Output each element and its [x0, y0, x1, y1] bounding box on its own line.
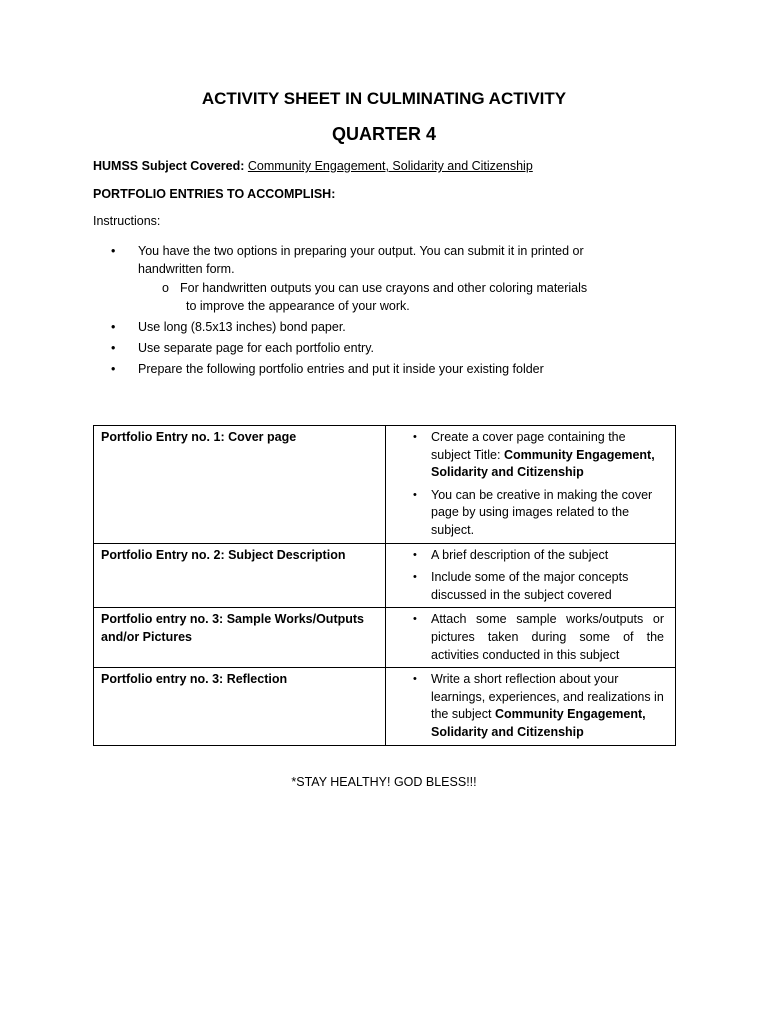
table-row	[94, 608, 676, 668]
instruction-item	[93, 242, 653, 315]
entry-bullet-bold-text: Community Engagement, Solidarity and Citizenship	[431, 447, 655, 480]
entry-title: Portfolio entry no. 3: Reflection	[94, 668, 386, 745]
bullet-icon: •	[413, 673, 417, 686]
subitem-text: to improve the appearance of your work.	[186, 299, 410, 313]
entry-title: Portfolio Entry no. 1: Cover page	[94, 426, 386, 544]
instruction-text: You have the two options in preparing your output. You can submit it in printed or	[138, 244, 584, 258]
portfolio-heading: PORTFOLIO ENTRIES TO ACCOMPLISH:	[93, 187, 336, 201]
table-row	[94, 543, 676, 608]
instruction-item	[93, 318, 653, 336]
subject-covered-line	[93, 159, 533, 173]
entry-bullet	[386, 611, 668, 664]
instruction-text: Use long (8.5x13 inches) bond paper.	[138, 320, 346, 334]
entry-bullet-text: Include some of the major concepts discussed in the subject covered	[431, 570, 629, 602]
bullet-icon: •	[111, 362, 116, 376]
entry-details	[386, 426, 676, 544]
subject-label: HUMSS Subject Covered:	[93, 159, 245, 173]
entry-bullet	[386, 487, 668, 540]
instruction-text: Prepare the following portfolio entries and put it inside your existing folder	[138, 362, 544, 376]
closing-message: *STAY HEALTHY! GOD BLESS!!!	[291, 775, 477, 789]
entry-bullet-text: Write a short reflection about your learnings, experiences, and realizations in the subject	[431, 672, 664, 722]
table-row	[94, 426, 676, 544]
entry-bullet	[386, 547, 668, 565]
sub-bullet-icon: o	[162, 281, 169, 295]
entry-bullet-text: You can be creative in making the cover page by using images related to the subject.	[431, 487, 653, 537]
entry-bullet-text: A brief description of the subject	[431, 547, 609, 562]
table-row	[94, 668, 676, 745]
subject-value: Community Engagement, Solidarity and Citizenship	[247, 159, 533, 173]
bullet-icon: •	[413, 548, 417, 561]
entry-details	[386, 543, 676, 608]
entry-bullet	[386, 429, 668, 482]
bullet-icon: •	[111, 320, 116, 334]
instruction-text: handwritten form.	[138, 262, 235, 276]
entry-details	[386, 608, 676, 668]
bullet-icon: •	[111, 341, 116, 355]
entry-bullet	[386, 671, 668, 741]
entry-bullet-text: Attach some sample works/outputs or pictures taken during some of the activities conducted in this subject	[431, 612, 664, 662]
bullet-icon: •	[413, 571, 417, 584]
entry-bullet-bold-text: Community Engagement, Solidarity and Citizenship	[431, 707, 646, 739]
bullet-icon: •	[413, 613, 417, 626]
instruction-subitem	[93, 279, 653, 315]
instruction-text: Use separate page for each portfolio entry.	[138, 341, 375, 355]
portfolio-entries-table	[93, 425, 676, 746]
entry-title: Portfolio Entry no. 2: Subject Description	[94, 543, 386, 608]
entry-bullet-text: Create a cover page containing the subject Title:	[431, 430, 626, 462]
subitem-text: For handwritten outputs you can use crayons and other coloring materials	[180, 281, 588, 295]
document-title: ACTIVITY SHEET IN CULMINATING ACTIVITY	[201, 89, 567, 108]
instruction-item	[93, 339, 653, 357]
bullet-icon: •	[111, 244, 116, 258]
instruction-item	[93, 360, 653, 378]
entry-title: Portfolio entry no. 3: Sample Works/Outputs and/or Pictures	[94, 608, 386, 668]
bullet-icon: •	[413, 431, 417, 443]
quarter-heading: QUARTER 4	[331, 124, 436, 144]
bullet-icon: •	[413, 488, 417, 501]
entry-details	[386, 668, 676, 745]
entry-bullet	[386, 569, 668, 604]
instructions-list	[93, 242, 653, 381]
instructions-label: Instructions:	[93, 214, 161, 228]
